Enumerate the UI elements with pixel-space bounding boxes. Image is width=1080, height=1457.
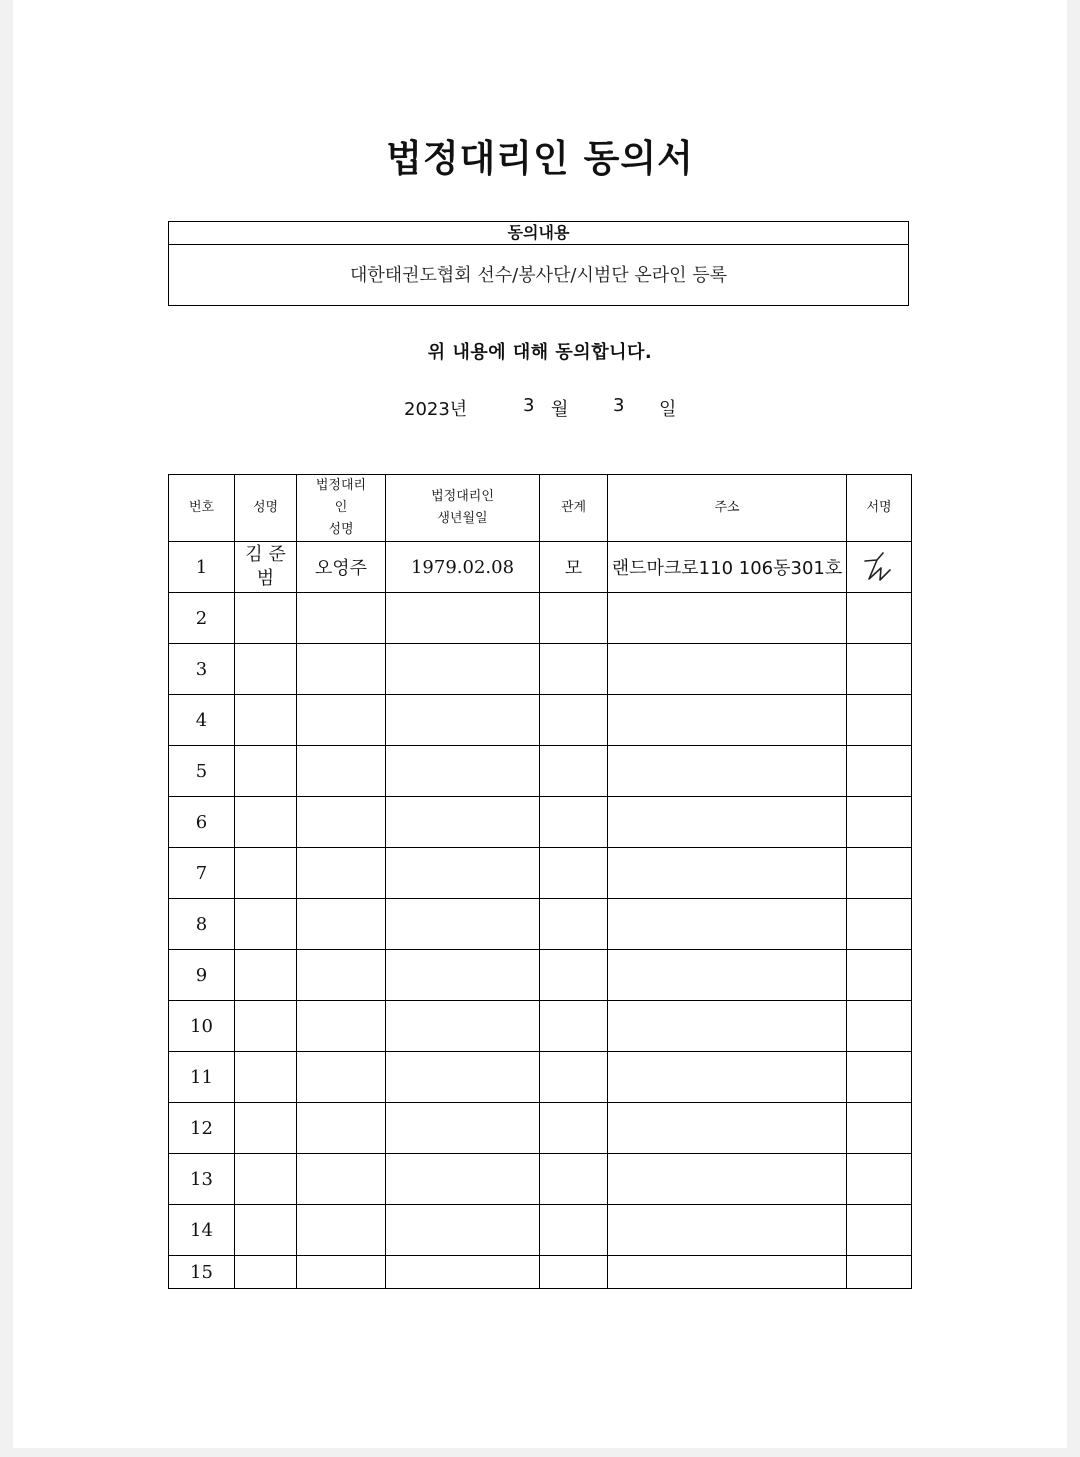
row-guardian-name: 오영주 bbox=[297, 542, 386, 593]
table-row bbox=[169, 899, 912, 950]
registration-table bbox=[168, 474, 912, 1289]
date-day-label: 일 bbox=[659, 399, 677, 420]
table-row bbox=[169, 1256, 912, 1289]
consent-header: 동의내용 bbox=[169, 222, 908, 245]
table-row bbox=[169, 1103, 912, 1154]
header-signature: 서명 bbox=[847, 475, 912, 542]
header-guardian-name-line3: 성명 bbox=[328, 522, 354, 537]
row-number: 6 bbox=[169, 797, 235, 848]
row-guardian-birth: 1979.02.08 bbox=[386, 542, 540, 593]
consent-text: 대한태권도협회 선수/봉사단/시범단 온라인 등록 bbox=[349, 265, 728, 286]
row-number: 14 bbox=[169, 1205, 235, 1256]
date-month-label: 월 bbox=[551, 399, 569, 420]
table-row bbox=[169, 797, 912, 848]
row-number: 12 bbox=[169, 1103, 235, 1154]
table-row bbox=[169, 542, 912, 593]
date-month-value: 3 bbox=[523, 395, 535, 416]
header-number: 번호 bbox=[169, 475, 235, 542]
row-number: 11 bbox=[169, 1052, 235, 1103]
table-row bbox=[169, 1001, 912, 1052]
table-row bbox=[169, 644, 912, 695]
table-row bbox=[169, 1205, 912, 1256]
row-number: 7 bbox=[169, 848, 235, 899]
header-guardian-name-line1: 법정대리 bbox=[315, 478, 367, 493]
table-header-row bbox=[169, 475, 912, 542]
handwritten-signature bbox=[861, 547, 897, 587]
document-title: 법정대리인 동의서 bbox=[386, 137, 694, 180]
table-row bbox=[169, 950, 912, 1001]
row-number: 10 bbox=[169, 1001, 235, 1052]
header-address: 주소 bbox=[608, 475, 847, 542]
header-relation: 관계 bbox=[540, 475, 608, 542]
header-guardian-birth-line2: 생년월일 bbox=[437, 511, 488, 526]
row-number: 2 bbox=[169, 593, 235, 644]
row-number: 5 bbox=[169, 746, 235, 797]
date-year: 2023년 bbox=[404, 399, 468, 420]
row-number: 15 bbox=[169, 1256, 235, 1289]
row-name-line1: 김 준 bbox=[245, 544, 286, 565]
table-row bbox=[169, 593, 912, 644]
agreement-statement: 위 내용에 대해 동의합니다. bbox=[427, 342, 653, 363]
header-guardian-name bbox=[297, 475, 386, 542]
header-guardian-birth-line1: 법정대리인 bbox=[431, 489, 494, 504]
consent-box bbox=[168, 221, 909, 306]
table-row bbox=[169, 695, 912, 746]
row-relation: 모 bbox=[540, 542, 608, 593]
row-number: 8 bbox=[169, 899, 235, 950]
row-number: 9 bbox=[169, 950, 235, 1001]
row-name bbox=[235, 542, 297, 593]
table-row bbox=[169, 1154, 912, 1205]
table-row bbox=[169, 1052, 912, 1103]
row-number: 4 bbox=[169, 695, 235, 746]
row-number: 13 bbox=[169, 1154, 235, 1205]
header-name: 성명 bbox=[235, 475, 297, 542]
row-signature bbox=[847, 542, 912, 593]
header-guardian-name-line2: 인 bbox=[334, 500, 348, 515]
row-address: 랜드마크로110 106동301호 bbox=[608, 542, 847, 593]
document-page bbox=[13, 0, 1067, 1448]
table-row bbox=[169, 848, 912, 899]
row-number: 3 bbox=[169, 644, 235, 695]
row-number: 1 bbox=[169, 542, 235, 593]
row-name-line2: 범 bbox=[256, 568, 275, 589]
header-guardian-birth bbox=[386, 475, 540, 542]
table-row bbox=[169, 746, 912, 797]
date-day-value: 3 bbox=[613, 395, 625, 416]
